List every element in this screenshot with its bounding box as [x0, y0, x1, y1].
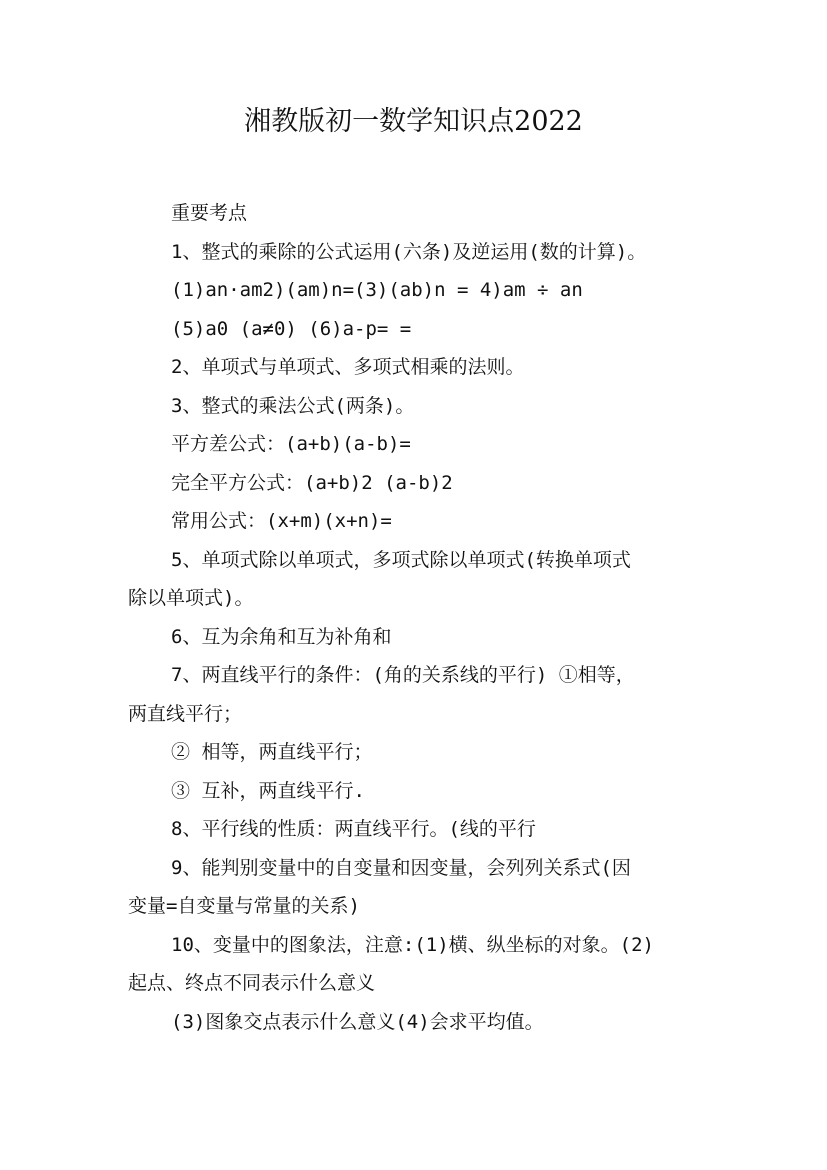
line-19: 10、变量中的图象法，注意:(1)横、纵坐标的对象。(2): [171, 933, 654, 956]
document-title: 湘教版初一数学知识点2022: [244, 106, 583, 137]
line-6: 平方差公式：(a+b)(a-b)=: [171, 433, 411, 455]
document-body: [128, 194, 718, 1041]
line-3: (5)a0 (a≠0) (6)a-p= =: [171, 317, 412, 340]
line-7: 完全平方公式：(a+b)2 (a-b)2: [171, 471, 453, 494]
line-20: 起点、终点不同表示什么意义: [128, 972, 376, 994]
line-15: ③ 互补，两直线平行.: [171, 779, 365, 802]
line-13: 两直线平行；: [128, 702, 243, 725]
line-16: 8、平行线的性质：两直线平行。(线的平行: [171, 818, 536, 840]
line-8: 常用公式：(x+m)(x+n)=: [171, 510, 392, 532]
line-1: 1、整式的乘除的公式运用(六条)及逆运用(数的计算)。: [171, 240, 647, 263]
line-14: ② 相等，两直线平行；: [171, 741, 373, 763]
line-4: 2、单项式与单项式、多项式相乘的法则。: [171, 356, 525, 378]
line-21: (3)图象交点表示什么意义(4)会求平均值。: [171, 1010, 544, 1033]
line-2: (1)an·am2)(am)n=(3)(ab)n = 4)am ÷ an: [171, 279, 583, 301]
line-18: 变量=自变量与常量的关系): [128, 895, 360, 917]
line-11: 6、互为余角和互为补角和: [171, 625, 392, 648]
line-10: 除以单项式)。: [128, 587, 254, 609]
line-12: 7、两直线平行的条件：(角的关系线的平行) ①相等，: [171, 664, 635, 686]
line-17: 9、能判别变量中的自变量和因变量，会列列关系式(因: [171, 856, 631, 879]
line-5: 3、整式的乘法公式(两条)。: [171, 394, 415, 417]
line-key-points-heading: 重要考点: [171, 202, 248, 224]
line-9: 5、单项式除以单项式，多项式除以单项式(转换单项式: [171, 548, 631, 571]
